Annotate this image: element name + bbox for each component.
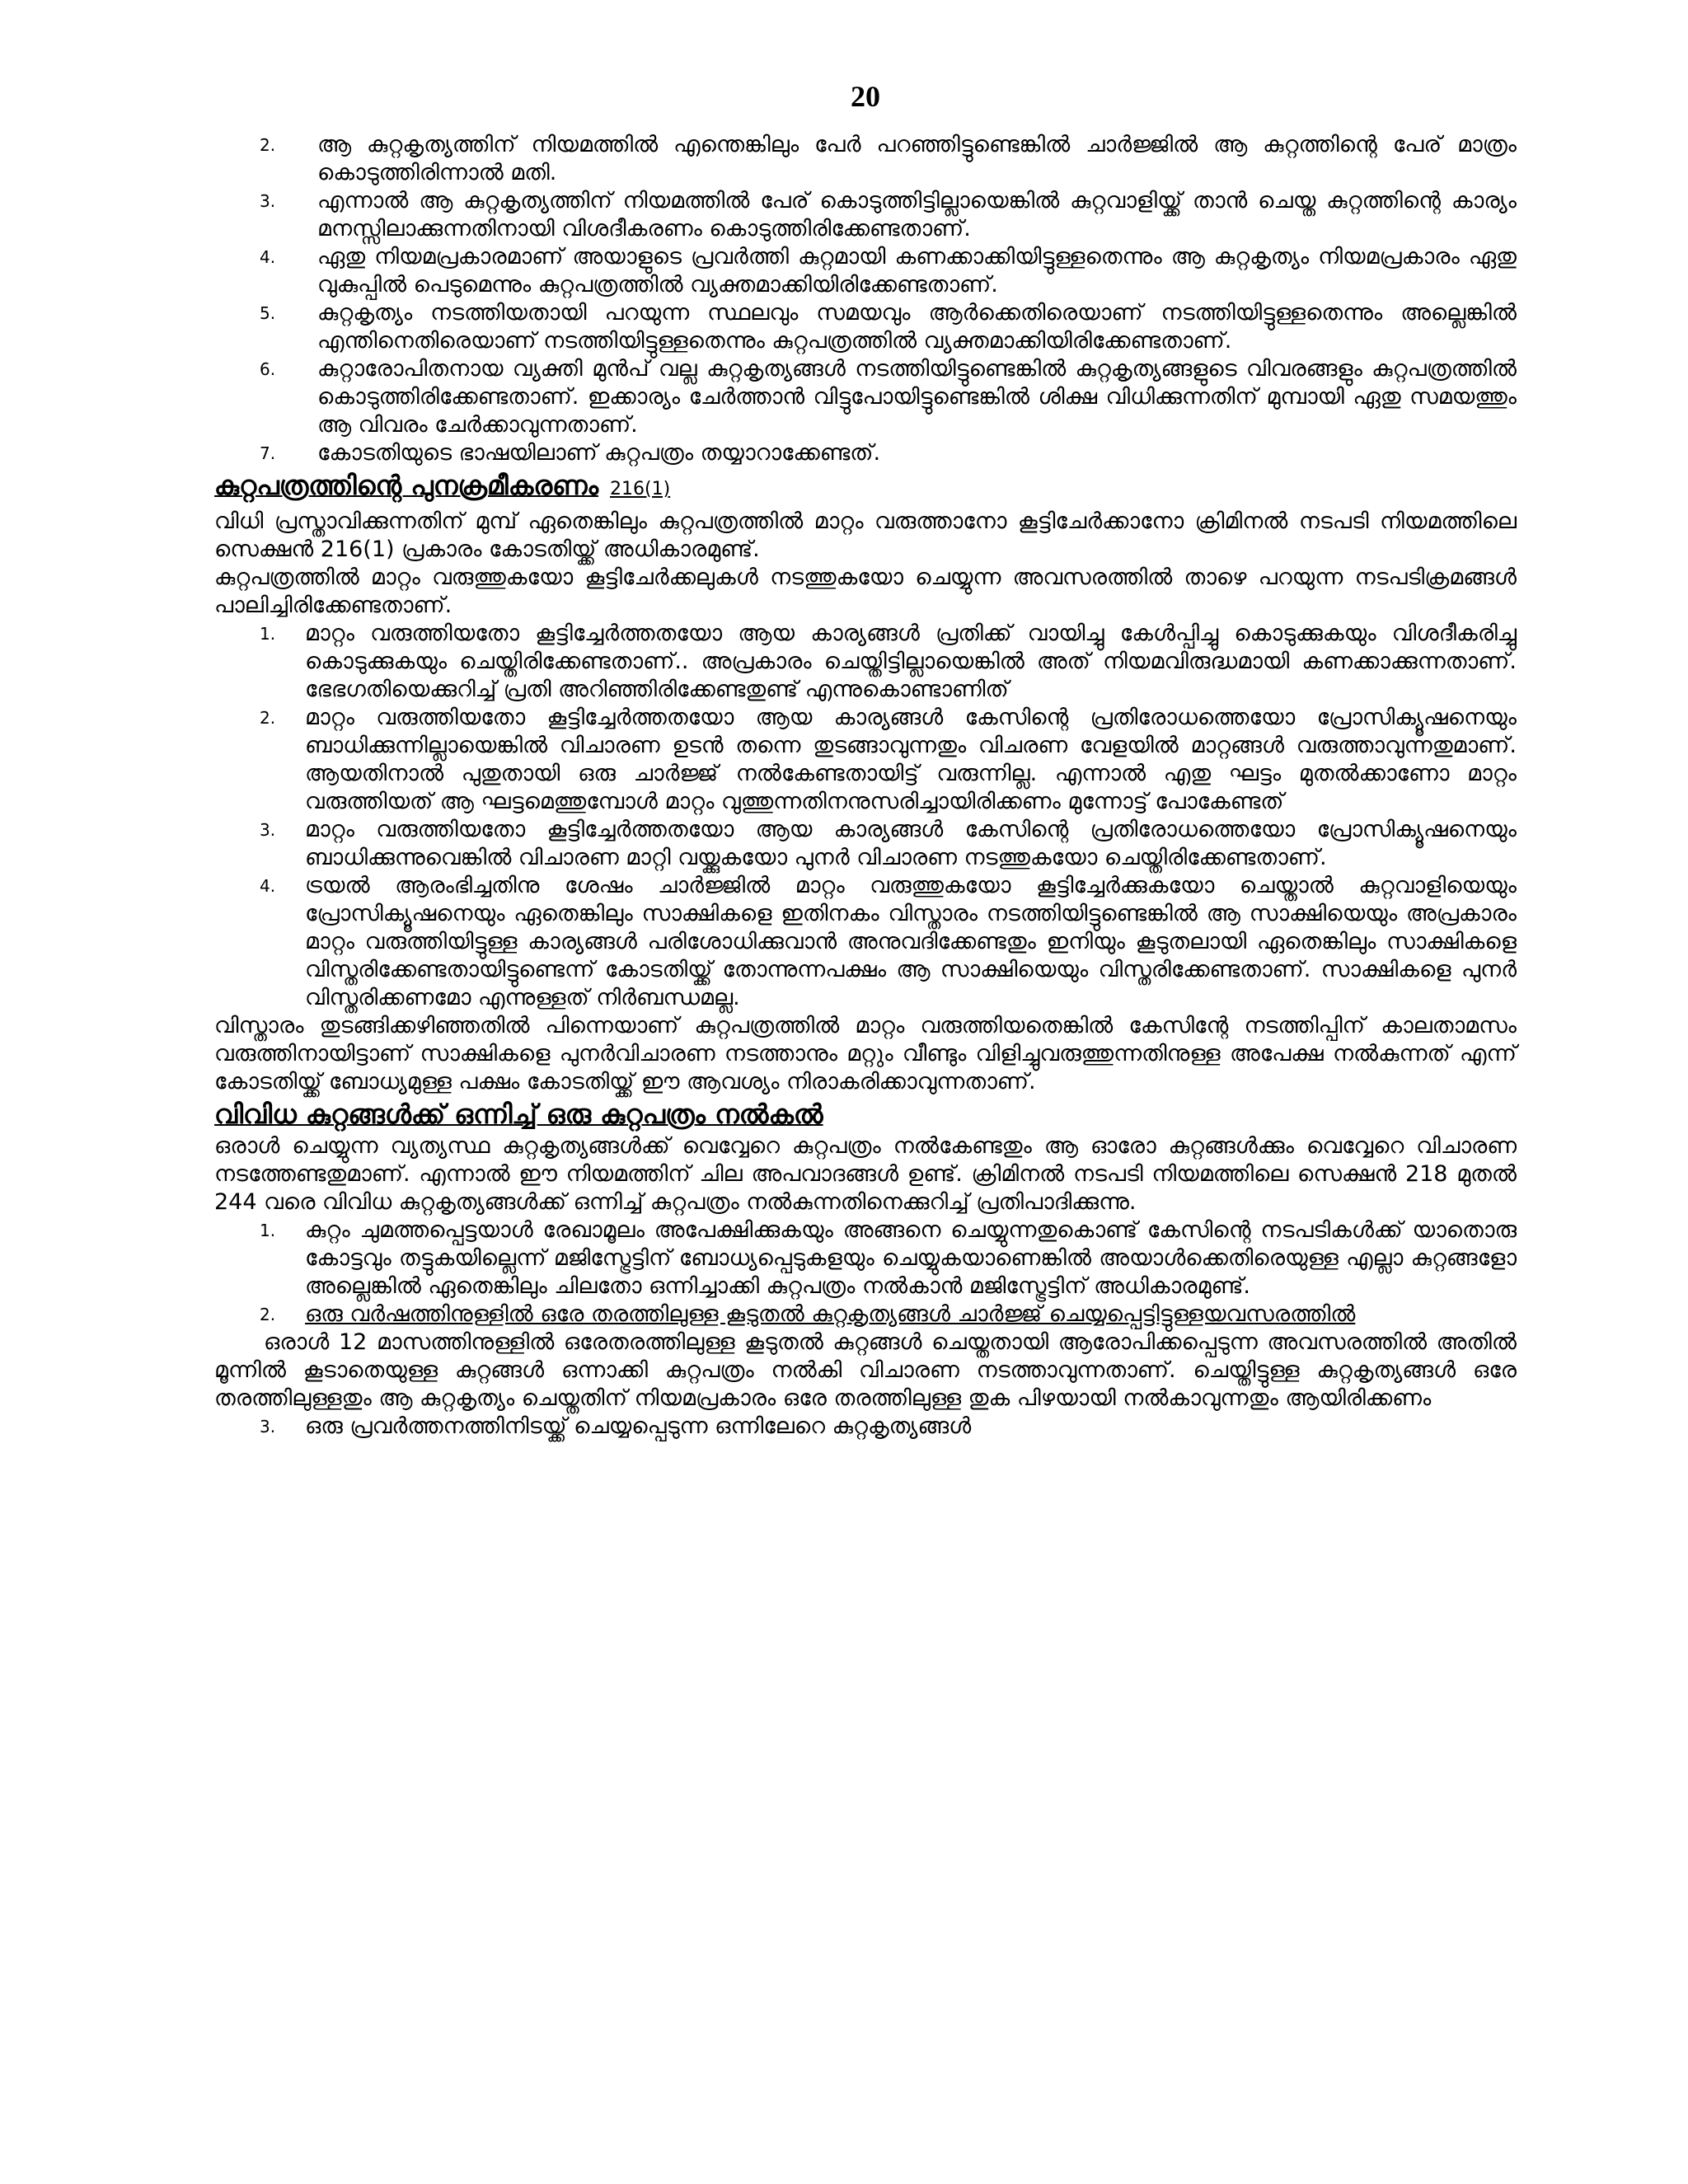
section-heading-text: കുറ്റപത്രത്തിന്റെ പുനക്രമീകരണം: [214, 470, 598, 501]
section-heading-joinder-of-charges: [214, 1098, 1517, 1131]
section-heading-text: വിവിധ കുറ്റങ്ങൾക്ക് ഒന്നിച്ച് ഒരു കുറ്റപത്രം നൽകൽ: [214, 1099, 823, 1130]
list-item-number: 2.: [260, 708, 276, 728]
list-item: [214, 1301, 1517, 1329]
list-item-text-underlined: ഒരു വർഷത്തിനുള്ളിൽ ഒരേ തരത്തിലുള്ള കൂടുതൽ കുറ്റകൃത്യങ്ങൾ ചാർജ്ജ് ചെയ്യപ്പെട്ടിട്ടുള്ളയവസരത്തിൽ: [305, 1301, 1356, 1327]
list-item-number: 4.: [260, 247, 276, 267]
page-number: 20: [851, 80, 880, 113]
list-item-number: 3.: [260, 1417, 276, 1436]
list-item: [214, 1216, 1517, 1301]
list-item-text: കുറ്റം ചുമത്തപ്പെട്ടയാൾ രേഖാമൂലം അപേക്ഷിക്കുകയും അങ്ങനെ ചെയ്യുന്നതുകൊണ്ട് കേസിന്റെ നടപടികൾക്ക് യാതൊരു കോട്ടവും തട്ടുകയില്ലെന്ന് മജിസ്ട്രേട്ടിന് ബോധ്യപ്പെടുകളയും ചെയ്യുകയാണെങ്കിൽ അയാൾക്കെതിരെയുള്ള എല്ലാ കുറ്റങ്ങളോ അല്ലെങ്കിൽ ഏതെങ്കിലും ചിലതോ ഒന്നിച്ചാക്കി കുറ്റപത്രം നൽകാൻ മജിസ്ട്രേട്ടിന് അധികാരമുണ്ട്.: [305, 1217, 1517, 1299]
list-item-text: മാറ്റം വരുത്തിയതോ കൂട്ടിച്ചേർത്തതയോ ആയ കാര്യങ്ങൾ പ്രതിക്ക് വായിച്ചു കേൾപ്പിച്ചു കൊടുക്കുകയും വിശദീകരിച്ചു കൊടുക്കുകയും ചെയ്തിരിക്കേണ്ടതാണ്.. അപ്രകാരം ചെയ്തിട്ടില്ലായെങ്കിൽ അത് നിയമവിരുദ്ധമായി കണക്കാക്കുന്നതാണ്. ഭേഭഗതിയെക്കുറിച്ച് പ്രതി അറിഞ്ഞിരിക്കേണ്ടതുണ്ട് എന്നുകൊണ്ടാണിത്: [305, 621, 1517, 702]
list-item: [214, 355, 1517, 439]
section-reference: 216(1): [610, 479, 671, 499]
joinder-list: [214, 1216, 1517, 1329]
list-item: [214, 620, 1517, 704]
list-item-text: എന്നാൽ ആ കുറ്റകൃത്യത്തിന് നിയമത്തിൽ പേര് കൊടുത്തിട്ടില്ലായെങ്കിൽ കുറ്റവാളിയ്ക്ക് താൻ ചെയ്ത കുറ്റത്തിന്റെ കാര്യം മനസ്സിലാക്കുന്നതിനായി വിശദീകരണം കൊടുത്തിരിക്കേണ്ടതാണ്.: [317, 188, 1517, 241]
alteration-procedure-list: [214, 620, 1517, 1012]
list-item-number: 1.: [260, 624, 276, 644]
list-item-text: ആ കുറ്റകൃത്യത്തിന് നിയമത്തിൽ എന്തെങ്കിലും പേർ പറഞ്ഞിട്ടുണ്ടെങ്കിൽ ചാർജ്ജിൽ ആ കുറ്റത്തിന്റെ പേര് മാത്രം കൊടുത്തിരിന്നാൽ മതി.: [317, 132, 1517, 185]
paragraph: കുറ്റപത്രത്തിൽ മാറ്റം വരുത്തുകയോ കൂട്ടിചേർക്കലുകൾ നടത്തുകയോ ചെയ്യുന്ന അവസരത്തിൽ താഴെ പറയുന്ന നടപടിക്രമങ്ങൾ പാലിച്ചിരിക്കേണ്ടതാണ്.: [214, 565, 1517, 618]
section-heading-charge-alteration: [214, 469, 1517, 506]
paragraph: ഒരാൾ 12 മാസത്തിനുള്ളിൽ ഒരേതരത്തിലുള്ള കൂടുതൽ കുറ്റങ്ങൾ ചെയ്തതായി ആരോപിക്കപ്പെടുന്ന അവസരത്തിൽ അതിൽ മൂന്നിൽ കൂടാതെയുള്ള കുറ്റങ്ങൾ ഒന്നാക്കി കുറ്റപത്രം നൽകി വിചാരണ നടത്താവുന്നതാണ്. ചെയ്തിട്ടുള്ള കുറ്റകൃത്യങ്ങൾ ഒരേ തരത്തിലുള്ളതും ആ കുറ്റകൃത്യം ചെയ്തതിന് നിയമപ്രകാരം ഒരേ തരത്തിലുള്ള തുക പിഴയായി നൽകാവുന്നതും ആയിരിക്കണം: [214, 1329, 1517, 1411]
list-item-text: മാറ്റം വരുത്തിയതോ കൂട്ടിച്ചേർത്തതയോ ആയ കാര്യങ്ങൾ കേസിന്റെ പ്രതിരോധത്തെയോ പ്രോസിക്യൂഷനെയും ബാധിക്കുന്നുവെങ്കിൽ വിചാരണ മാറ്റി വയ്ക്കുകയോ പുനർ വിചാരണ നടത്തുകയോ ചെയ്തിരിക്കേണ്ടതാണ്.: [305, 817, 1517, 870]
paragraph: ഒരാൾ ചെയ്യുന്ന വ്യത്യസ്ഥ കുറ്റകൃത്യങ്ങൾക്ക് വെവ്വേറെ കുറ്റപത്രം നൽകേണ്ടതും ആ ഓരോ കുറ്റങ്ങൾക്കും വെവ്വേറെ വിചാരണ നടത്തേണ്ടതുമാണ്. എന്നാൽ ഈ നിയമത്തിന് ചില അപവാദങ്ങൾ ഉണ്ട്. ക്രിമിനൽ നടപടി നിയമത്തിലെ സെക്ഷൻ 218 മുതൽ 244 വരെ വിവിധ കുറ്റകൃത്യങ്ങൾക്ക് ഒന്നിച്ച് കുറ്റപത്രം നൽകുന്നതിനെക്കുറിച്ച് പ്രതിപാദിക്കുന്നു.: [214, 1133, 1517, 1215]
list-item: [214, 299, 1517, 355]
list-item: [214, 1413, 1517, 1441]
joinder-list-continued: [214, 1413, 1517, 1441]
list-item-text: ഒരു പ്രവർത്തനത്തിനിടയ്ക്ക് ചെയ്യപ്പെടുന്ന ഒന്നിലേറെ കുറ്റകൃത്യങ്ങൾ: [305, 1413, 972, 1439]
list-item-text: ട്രയൽ ആരംഭിച്ചതിനു ശേഷം ചാർജ്ജിൽ മാറ്റം വരുത്തുകയോ കൂട്ടിച്ചേർക്കുകയോ ചെയ്താൽ കുറ്റവാളിയെയും പ്രോസിക്യൂഷനെയും ഏതെങ്കിലും സാക്ഷികളെ ഇതിനകം വിസ്താരം നടത്തിയിട്ടുണ്ടെങ്കിൽ ആ സാക്ഷിയെയും അപ്രകാരം മാറ്റം വരുത്തിയിട്ടുള്ള കാര്യങ്ങൾ പരിശോധിക്കുവാൻ അനുവദിക്കേണ്ടതും ഇനിയും കൂടുതലായി ഏതെങ്കിലും സാക്ഷികളെ വിസ്തരിക്കേണ്ടതായിട്ടുണ്ടെന്ന് കോടതിയ്ക്ക് തോന്നുന്നപക്ഷം ആ സാക്ഷിയെയും വിസ്തരിക്കേണ്ടതാണ്. സാക്ഷികളെ പുനർ വിസ്തരിക്കണമോ എന്നുള്ളത് നിർബന്ധമല്ല.: [305, 873, 1517, 1010]
list-item-text: കുറ്റാരോപിതനായ വ്യക്തി മുൻപ് വല്ല കുറ്റകൃത്യങ്ങൾ നടത്തിയിട്ടുണ്ടെങ്കിൽ കുറ്റകൃത്യങ്ങളുടെ വിവരങ്ങളും കുറ്റപത്രത്തിൽ കൊടുത്തിരിക്കേണ്ടതാണ്. ഇക്കാര്യം ചേർത്താൻ വിട്ടുപോയിട്ടുണ്ടെങ്കിൽ ശിക്ഷ വിധിക്കുന്നതിന് മുമ്പായി ഏതു സമയത്തും ആ വിവരം ചേർക്കാവുന്നതാണ്.: [317, 356, 1517, 438]
list-item: [214, 243, 1517, 299]
list-item-text: ഏതു നിയമപ്രകാരമാണ് അയാളുടെ പ്രവർത്തി കുറ്റമായി കണക്കാക്കിയിട്ടുള്ളതെന്നും ആ കുറ്റകൃത്യം നിയമപ്രകാരം ഏതു വുകുപ്പിൽ പെടുമെന്നും കുറ്റപത്രത്തിൽ വ്യക്തമാക്കിയിരിക്കേണ്ടതാണ്.: [317, 244, 1517, 298]
list-item-number: 3.: [260, 820, 276, 840]
list-item-text: കോടതിയുടെ ഭാഷയിലാണ് കുറ്റപത്രം തയ്യാറാക്കേണ്ടത്.: [317, 440, 881, 466]
paragraph: വിസ്താരം തുടങ്ങിക്കഴിഞ്ഞതിൽ പിന്നെയാണ് കുറ്റപത്രത്തിൽ മാറ്റം വരുത്തിയതെങ്കിൽ കേസിന്റേ നടത്തിപ്പിന് കാലതാമസം വരുത്തിനായിട്ടാണ് സാക്ഷികളെ പുനർവിചാരണ നടത്താനും മറ്റും വീണ്ടും വിളിച്ചുവരുത്തുന്നതിനുള്ള അപേക്ഷ നൽകുന്നത് എന്ന് കോടതിയ്ക്ക് ബോധ്യമുള്ള പക്ഷം കോടതിയ്ക്ക് ഈ ആവശ്യം നിരാകരിക്കാവുന്നതാണ്.: [214, 1013, 1517, 1094]
list-item-number: 6.: [260, 359, 276, 379]
list-item: [214, 439, 1517, 467]
list-item: [214, 131, 1517, 187]
list-item-text: കുറ്റകൃത്യം നടത്തിയതായി പറയുന്ന സ്ഥലവും സമയവും ആർക്കെതിരെയാണ് നടത്തിയിട്ടുള്ളതെന്നും അല്ലെങ്കിൽ എന്തിനെതിരെയാണ് നടത്തിയിട്ടുള്ളതെന്നും കുറ്റപത്രത്തിൽ വ്യക്തമാക്കിയിരിക്കേണ്ടതാണ്.: [317, 300, 1517, 354]
list-item: [214, 872, 1517, 1012]
charge-requirements-list: [214, 131, 1517, 467]
list-item-number: 1.: [260, 1221, 276, 1240]
list-item-number: 3.: [260, 191, 276, 211]
document-page: [214, 78, 1517, 1441]
list-item: [214, 816, 1517, 872]
list-item: [214, 704, 1517, 816]
list-item-number: 2.: [260, 1305, 276, 1324]
list-item-number: 4.: [260, 876, 276, 896]
list-item-number: 2.: [260, 135, 276, 155]
paragraph: വിധി പ്രസ്താവിക്കുന്നതിന് മുമ്പ് ഏതെങ്കിലും കുറ്റപത്രത്തിൽ മാറ്റം വരുത്താനോ കൂട്ടിചേർക്കാനോ ക്രിമിനൽ നടപടി നിയമത്തിലെ സെക്ഷൻ 216(1) പ്രകാരം കോടതിയ്ക്ക് അധികാരമുണ്ട്.: [214, 509, 1517, 562]
list-item-number: 5.: [260, 303, 276, 323]
list-item-number: 7.: [260, 443, 276, 463]
list-item: [214, 187, 1517, 243]
list-item-text: മാറ്റം വരുത്തിയതോ കൂട്ടിച്ചേർത്തതയോ ആയ കാര്യങ്ങൾ കേസിന്റെ പ്രതിരോധത്തെയോ പ്രോസിക്യൂഷനെയും ബാധിക്കുന്നില്ലായെങ്കിൽ വിചാരണ ഉടൻ തന്നെ തുടങ്ങാവുന്നതും വിചരണ വേളയിൽ മാറ്റങ്ങൾ വരുത്താവുന്നതുമാണ്. ആയതിനാൽ പുതുതായി ഒരു ചാർജ്ജ് നൽകേണ്ടതായിട്ട് വരുന്നില്ല. എന്നാൽ എതു ഘട്ടം മുതൽക്കാണോ മാറ്റം വരുത്തിയത് ആ ഘട്ടമെത്തുമ്പോൾ മാറ്റം വുത്തുന്നതിനനുസരിച്ചായിരിക്കണം മുന്നോട്ട് പോകേണ്ടത്: [305, 705, 1517, 814]
